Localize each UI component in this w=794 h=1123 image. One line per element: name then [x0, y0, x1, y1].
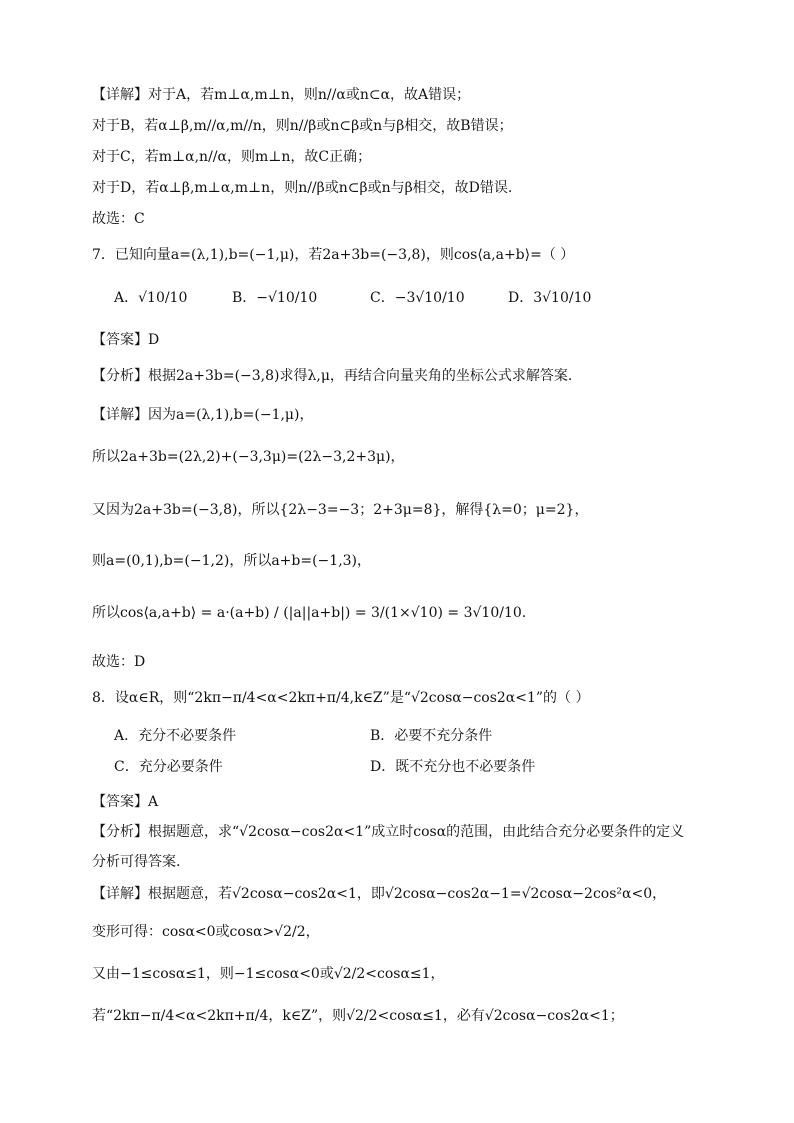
q7-option-a: A．√10/10	[114, 290, 188, 306]
answer-7: 【答案】D	[92, 332, 160, 348]
detail-8-line-3: 又由−1≤cosα≤1，则−1≤cosα<0或√2/2<cosα≤1，	[92, 966, 445, 982]
detail-8-line-1: 【详解】根据题意，若√2cosα−cos2α<1，即√2cosα−cos2α−1=√2cosα−2cos²α<0，	[92, 886, 667, 902]
q7-option-d: D．3√10/10	[508, 290, 592, 306]
detail-line-c: 对于C，若m⊥α,n//α，则m⊥n，故C正确；	[92, 149, 372, 165]
detail-7-line-1: 【详解】因为a=(λ,1),b=(−1,μ)，	[92, 407, 314, 423]
answer-8: 【答案】A	[92, 794, 159, 810]
detail-line-b: 对于B，若α⊥β,m//α,m//n，则n//β或n⊂β或n与β相交，故B错误；	[92, 118, 513, 134]
q8-option-b: B．必要不充分条件	[370, 728, 493, 744]
detail-line-a: 【详解】对于A，若m⊥α,m⊥n，则n//α或n⊂α，故A错误；	[92, 87, 471, 103]
analysis-8-line-1: 【分析】根据题意，求“√2cosα−cos2α<1”成立时cosα的范围，由此结合充分必要条件的定义	[92, 824, 685, 840]
q8-option-d: D．既不充分也不必要条件	[370, 759, 536, 775]
q8-option-a: A．充分不必要条件	[114, 728, 237, 744]
choice-line-7: 故选：D	[92, 654, 146, 670]
detail-7-line-3: 又因为2a+3b=(−3,8)，所以{2λ−3=−3；2+3μ=8}，解得{λ=0；μ=2}，	[92, 502, 589, 518]
detail-8-line-4: 若“2kπ−π/4<α<2kπ+π/4，k∈Z”，则√2/2<cosα≤1，必有√2cosα−cos2α<1；	[92, 1008, 624, 1024]
question-8: 8．设α∈R，则“2kπ−π/4<α<2kπ+π/4,k∈Z”是“√2cosα−cos2α<1”的（ ）	[92, 690, 590, 706]
q7-option-b: B．−√10/10	[232, 290, 318, 306]
detail-8-line-2: 变形可得：cosα<0或cosα>√2/2，	[92, 924, 320, 940]
detail-7-line-5: 所以cos⟨a,a+b⟩ = a·(a+b) / (|a||a+b|) = 3/(1×√10) = 3√10/10.	[92, 605, 527, 621]
detail-7-line-4: 则a=(0,1),b=(−1,2)，所以a+b=(−1,3)，	[92, 553, 372, 569]
analysis-8-line-2: 分析可得答案.	[92, 854, 181, 870]
q8-option-c: C．充分必要条件	[114, 759, 223, 775]
question-7: 7．已知向量a=(λ,1),b=(−1,μ)，若2a+3b=(−3,8)，则cos⟨a,a+b⟩=（ ）	[92, 247, 575, 263]
q7-option-c: C．−3√10/10	[370, 290, 465, 306]
detail-line-d: 对于D，若α⊥β,m⊥α,m⊥n，则n//β或n⊂β或n与β相交，故D错误.	[92, 180, 513, 196]
choice-line-6: 故选：C	[92, 211, 145, 227]
analysis-7: 【分析】根据2a+3b=(−3,8)求得λ,μ，再结合向量夹角的坐标公式求解答案.	[92, 368, 573, 384]
detail-7-line-2: 所以2a+3b=(2λ,2)+(−3,3μ)=(2λ−3,2+3μ)，	[92, 449, 405, 465]
